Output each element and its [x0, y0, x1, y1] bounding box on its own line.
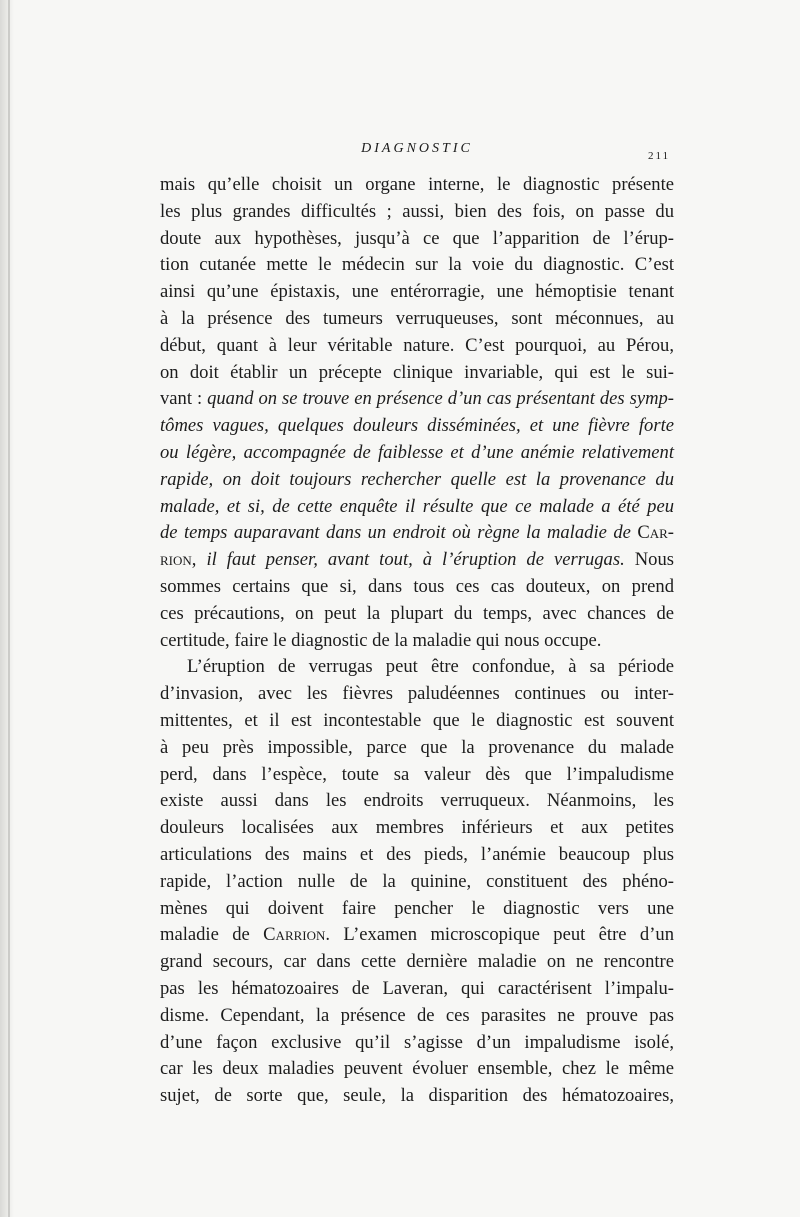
text-line: d’invasion, avec les fièvres paludéennes continues ou inter- [160, 683, 674, 705]
text-line: à la présence des tumeurs verruqueuses, sont méconnues, au [160, 307, 674, 329]
text-line: pas les hématozoaires de Laveran, qui caractérisent l’impalu- [160, 977, 674, 999]
text-line: sommes certains que si, dans tous ces cas douteux, on prend [160, 575, 674, 597]
text-line: perd, dans l’espèce, toute sa valeur dès que l’impaludisme [160, 763, 674, 785]
page-edge-shadow [0, 0, 14, 1217]
text-line: certitude, faire le diagnostic de la maladie qui nous occupe. [160, 629, 602, 651]
small-caps-name: Car- [637, 522, 674, 544]
text-line: car les deux maladies peuvent évoluer ensemble, chez le même [160, 1058, 674, 1080]
text-line [160, 467, 674, 494]
text-line: on doit établir un précepte clinique invariable, qui est le sui- [160, 361, 674, 383]
text-line: tion cutanée mette le médecin sur la voie du diagnostic. C’est [160, 254, 674, 276]
text-line: à peu près impossible, parce que la provenance du malade [160, 736, 674, 758]
text-line: existe aussi dans les endroits verruqueux. Néanmoins, les [160, 790, 674, 812]
text-line: mittentes, et il est incontestable que le diagnostic est souvent [160, 709, 674, 731]
text-line: rapide, l’action nulle de la quinine, constituent des phéno- [160, 870, 674, 892]
text-line [160, 494, 674, 521]
text-line: d’une façon exclusive qu’il s’agisse d’un impaludisme isolé, [160, 1031, 674, 1053]
text-line: mais qu’elle choisit un organe interne, le diagnostic présente [160, 174, 674, 195]
text-line: mènes qui doivent faire pencher le diagnostic vers une [160, 897, 674, 919]
text-line: L’éruption de verrugas peut être confondue, à sa période [187, 656, 674, 678]
text-line: doute aux hypothèses, jusqu’à ce que l’apparition de l’érup- [160, 227, 674, 249]
italic-text: il faut penser, avant tout, à l’éruption de verrugas. [206, 549, 625, 571]
text-line: sujet, de sorte que, seule, la disparition des hématozoaires, [160, 1085, 674, 1107]
italic-text: ou légère, accompagnée de faiblesse et d’une anémie relativement [160, 441, 674, 463]
page-number: 211 [648, 150, 671, 162]
italic-text: de temps auparavant dans un endroit où règne la maladie de [160, 522, 638, 544]
text-line [160, 413, 674, 440]
text-line: ces précautions, on peut la plupart du temps, avec chances de [160, 602, 674, 624]
small-caps-name: rion [160, 549, 192, 571]
text-line: articulations des mains et des pieds, l’anémie beaucoup plus [160, 843, 674, 865]
text-line: vant : quand on se trouve en présence d’un cas présentant des symp- [160, 388, 674, 410]
small-caps-name: Carrion [263, 924, 326, 946]
text-line: début, quant à leur véritable nature. C’est pourquoi, au Pérou, [160, 334, 674, 356]
text-line: ainsi qu’une épistaxis, une entérorragie, une hémoptisie tenant [160, 281, 674, 303]
italic-text: malade, et si, de cette enquête il résulte que ce malade a été peu [160, 495, 674, 517]
italic-text: quand on se trouve en présence d’un cas présentant des symp- [207, 388, 674, 410]
italic-text: rapide, on doit toujours rechercher quelle est la provenance du [160, 468, 674, 490]
running-head: DIAGNOSTIC [361, 141, 473, 156]
body-text [160, 172, 674, 1110]
text-line: les plus grandes difficultés ; aussi, bien des fois, on passe du [160, 200, 674, 222]
text-line [160, 520, 674, 547]
page-edge-line [8, 0, 10, 1217]
text-line: disme. Cependant, la présence de ces parasites ne prouve pas [160, 1004, 674, 1026]
text-line: douleurs localisées aux membres inférieurs et aux petites [160, 817, 674, 839]
text-line: grand secours, car dans cette dernière maladie on ne rencontre [160, 951, 674, 973]
italic-text: tômes vagues, quelques douleurs disséminées, et une fièvre forte [160, 415, 674, 437]
text-line: rion, il faut penser, avant tout, à l’éruption de verrugas. Nous [160, 549, 675, 571]
text-line: maladie de Carrion. L’examen microscopique peut être d’un [160, 924, 674, 946]
text-line [160, 440, 674, 467]
